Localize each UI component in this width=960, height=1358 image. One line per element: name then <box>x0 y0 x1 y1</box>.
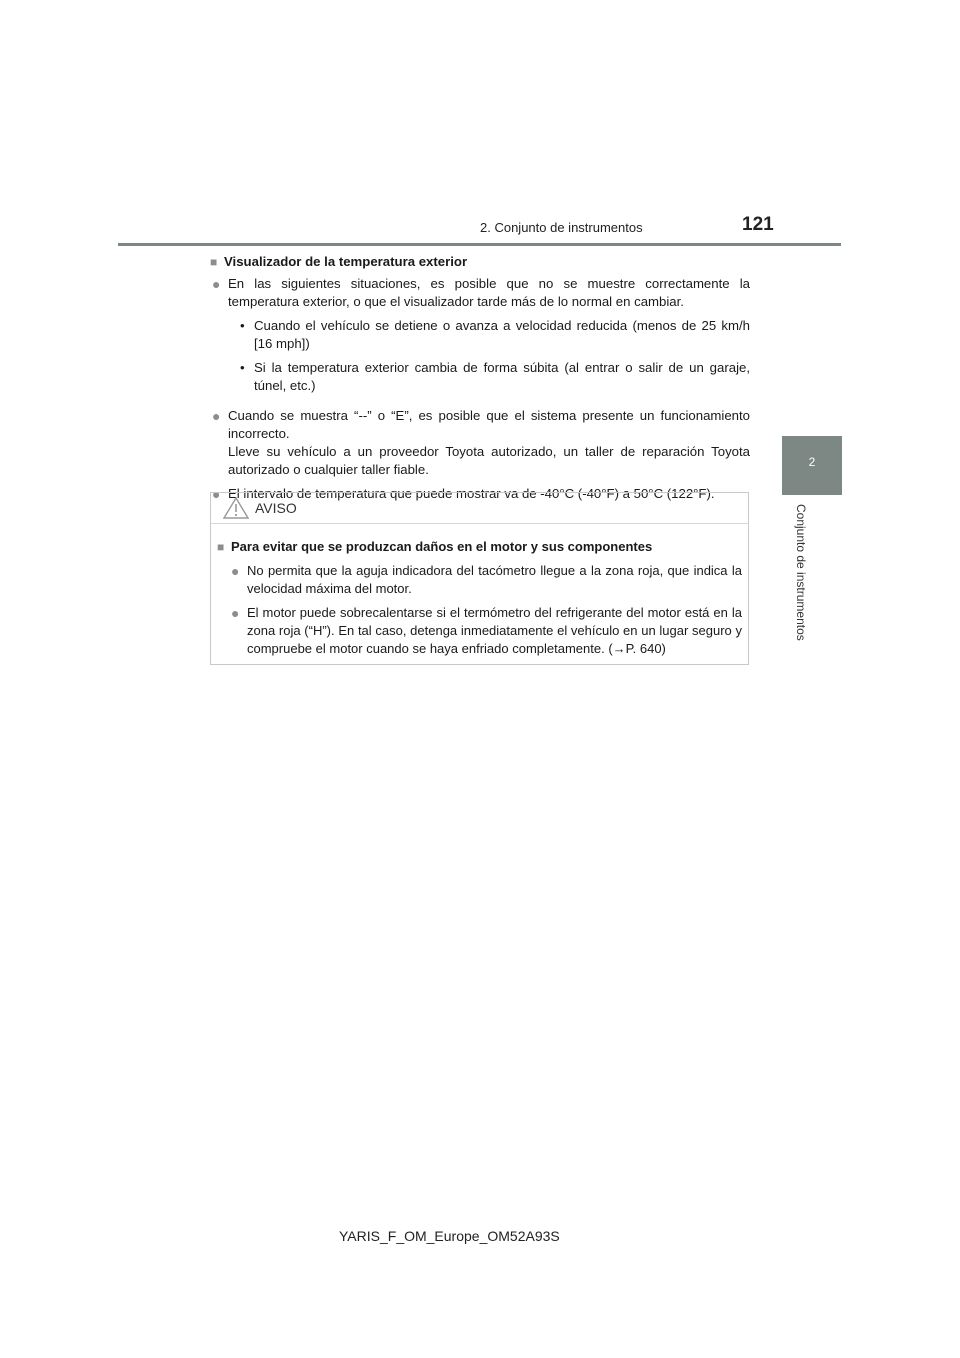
dot-bullet-icon: ● <box>231 563 240 579</box>
bullet-text: El intervalo de temperatura que puede mostrar va de -40°C (-40°F) a 50°C (122°F). <box>228 486 715 501</box>
chapter-tab-label: Conjunto de instrumentos <box>794 504 808 641</box>
warning-heading-text: Para evitar que se produzcan daños en el motor y sus componentes <box>231 539 653 554</box>
warning-box <box>210 492 749 665</box>
warning-heading <box>217 538 742 556</box>
warning-triangle-icon <box>223 497 249 519</box>
sub-list-item <box>228 359 750 395</box>
square-bullet-icon: ■ <box>217 540 225 554</box>
list-item <box>217 604 742 658</box>
sub-bullet-icon: • <box>240 318 245 333</box>
dot-bullet-icon: ● <box>212 486 221 502</box>
list-item <box>217 562 742 598</box>
sub-bullet-text: Cuando el vehículo se detiene o avanza a velocidad reducida (menos de 25 km/h [16 mph]) <box>254 318 750 351</box>
page-number: 121 <box>742 214 774 235</box>
warning-header <box>211 493 748 524</box>
bullet-text: El motor puede sobrecalentarse si el termómetro del refrigerante del motor está en la zona roja (“H”). En tal caso, detenga inmediatamente el vehículo en un lugar seguro y compruebe el motor cuando se haya enfriado completamente. (→P. 640) <box>247 605 742 656</box>
section-title: 2. Conjunto de instrumentos <box>480 220 643 235</box>
bullet-text: Lleve su vehículo a un proveedor Toyota autorizado, un taller de reparación Toyota autorizado o cualquier taller fiable. <box>228 444 750 477</box>
document-id: YARIS_F_OM_Europe_OM52A93S <box>339 1228 560 1244</box>
list-item <box>210 407 750 479</box>
square-bullet-icon: ■ <box>210 255 218 269</box>
main-content <box>210 253 750 509</box>
dot-bullet-icon: ● <box>212 408 221 424</box>
chapter-tab: 2 <box>782 436 842 495</box>
section-heading-text: Visualizador de la temperatura exterior <box>224 254 468 269</box>
list-item <box>210 275 750 401</box>
sub-bullet-text: Si la temperatura exterior cambia de forma súbita (al entrar o salir de un garaje, túnel, etc.) <box>254 360 750 393</box>
warning-body <box>211 524 748 658</box>
dot-bullet-icon: ● <box>231 605 240 621</box>
bullet-text: En las siguientes situaciones, es posible que no se muestre correctamente la temperatura exterior, o que el visualizador tarde más de lo normal en cambiar. <box>228 276 750 309</box>
bullet-text: No permita que la aguja indicadora del tacómetro llegue a la zona roja, que indica la velocidad máxima del motor. <box>247 563 742 596</box>
dot-bullet-icon: ● <box>212 276 221 292</box>
section-heading <box>210 253 750 271</box>
warning-title: AVISO <box>255 500 297 516</box>
sub-list-item <box>228 317 750 353</box>
bullet-text: Cuando se muestra “--” o “E”, es posible que el sistema presente un funcionamiento incorrecto. <box>228 408 750 441</box>
sub-bullet-icon: • <box>240 360 245 375</box>
header-divider <box>118 243 841 246</box>
